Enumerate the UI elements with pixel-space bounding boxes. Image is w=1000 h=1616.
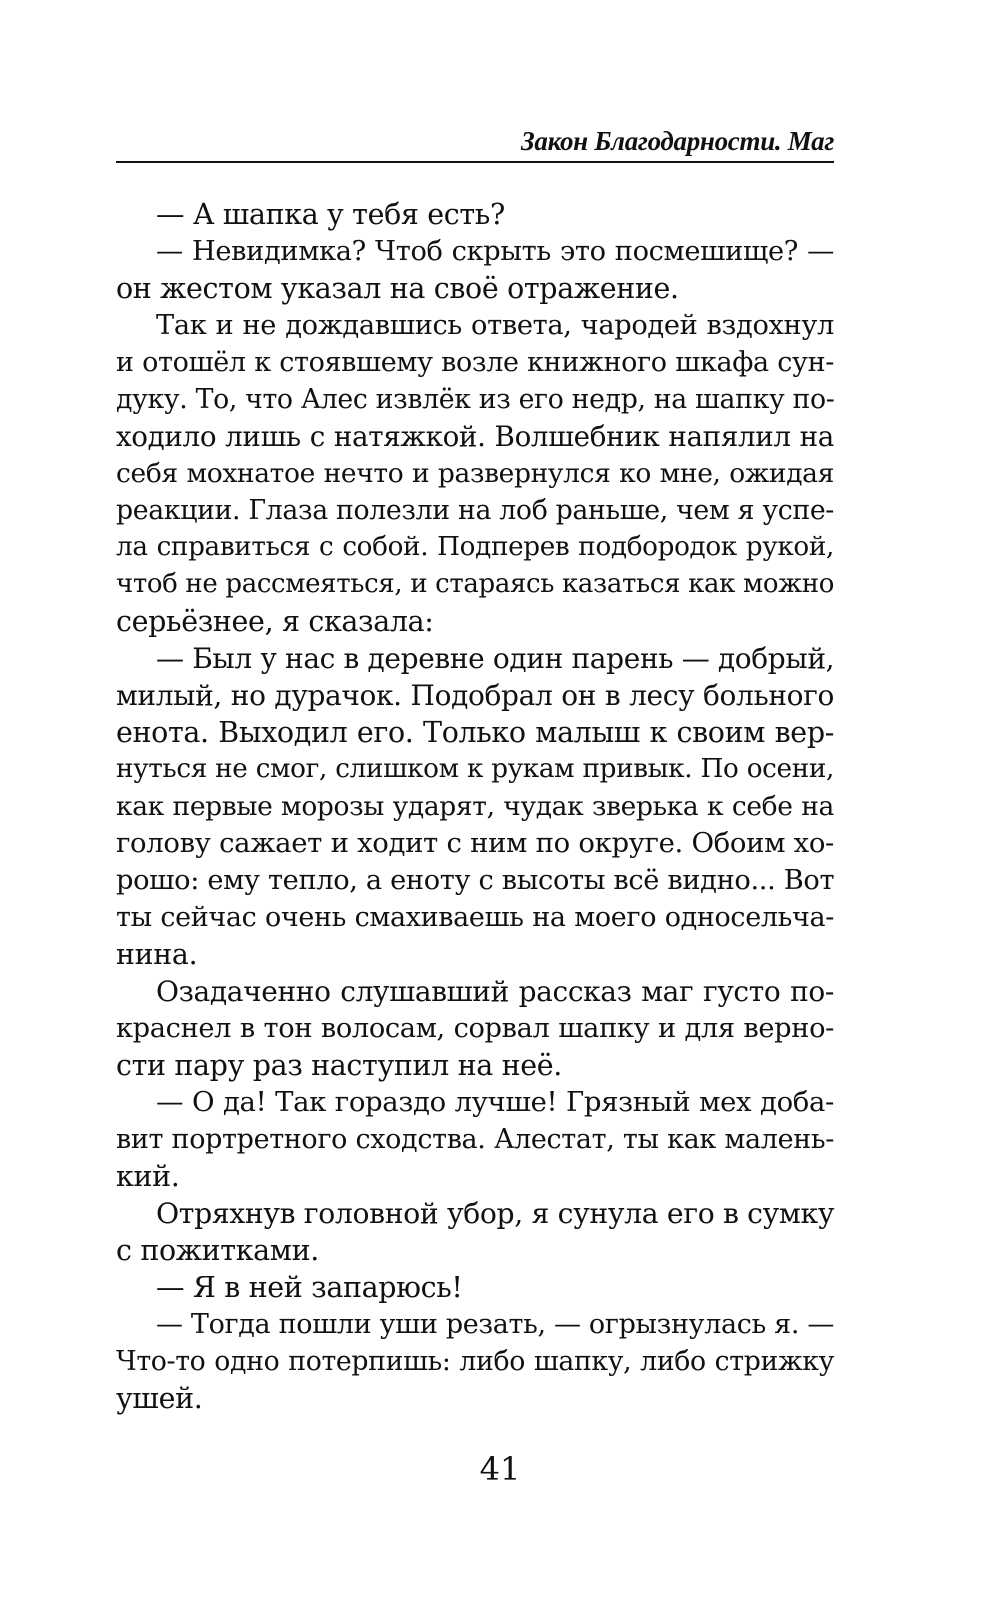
text-line: голову сажает и ходит с ним по округе. Обоим хо- — [116, 827, 834, 859]
text-line: краснел в тон волосам, сорвал шапку и для верно- — [116, 1013, 834, 1044]
text-line: сти пару раз наступил на неё. — [116, 1049, 563, 1082]
text-line: ты сейчас очень смахиваешь на моего односельча- — [116, 902, 834, 933]
text-line: серьёзнее, я сказала: — [116, 605, 434, 638]
text-line: енота. Выходил его. Только малыш к своим вер- — [116, 716, 834, 749]
text-line: милый, но дурачок. Подобрал он в лесу больного — [116, 679, 834, 712]
text-line: реакции. Глаза полезли на лоб раньше, чем я успе- — [116, 495, 834, 526]
page-number: 41 — [479, 1450, 521, 1488]
text-line: Так и не дождавшись ответа, чародей вздохнул — [156, 310, 834, 341]
text-line: Что-то одно потерпишь: либо шапку, либо стрижку — [116, 1346, 834, 1377]
text-line: дуку. То, что Алес извлёк из его недр, на шапку по- — [116, 384, 835, 415]
text-line: вит портретного сходства. Алестат, ты как малень- — [116, 1124, 834, 1155]
running-title: Закон Благодарности. Маг — [520, 126, 834, 156]
text-line: ходило лишь с натяжкой. Волшебник напялил на — [116, 420, 834, 453]
text-line: и отошёл к стоявшему возле книжного шкафа сун- — [116, 347, 834, 378]
text-line: — О да! Так гораздо лучше! Грязный мех доба- — [156, 1086, 834, 1118]
text-line: с пожитками. — [116, 1234, 319, 1267]
text-line: он жестом указал на своё отражение. — [116, 272, 679, 305]
text-line: Отряхнув головной убор, я сунула его в сумку — [156, 1197, 835, 1230]
text-line: Озадаченно слушавший рассказ маг густо по- — [156, 975, 834, 1008]
text-line: как первые морозы ударят, чудак зверька к себе на — [116, 791, 834, 822]
text-line: — Был у нас в деревне один парень — добрый, — [156, 642, 835, 675]
text-line: кий. — [116, 1160, 180, 1193]
text-line: нуться не смог, слишком к рукам привык. По осени, — [116, 754, 834, 784]
text-line: себя мохнатое нечто и развернулся ко мне, ожидая — [116, 458, 834, 489]
text-line: — А шапка у тебя есть? — [156, 198, 505, 231]
text-line: — Невидимка? Чтоб скрыть это посмешище? — — [156, 236, 834, 267]
text-line: ла справиться с собой. Подперев подбородок рукой, — [116, 532, 834, 562]
header-rule — [116, 161, 834, 163]
text-line: — Я в ней запарюсь! — [156, 1271, 463, 1304]
text-line: — Тогда пошли уши резать, — огрызнулась я. — — [156, 1309, 834, 1340]
text-line: нина. — [116, 938, 198, 971]
body-text — [116, 196, 834, 1417]
text-line: рошо: ему тепло, а еноту с высоты всё видно... Вот — [116, 865, 835, 896]
text-line: чтоб не рассмеяться, и стараясь казаться как можно — [116, 569, 834, 599]
text-line: ушей. — [116, 1382, 203, 1415]
